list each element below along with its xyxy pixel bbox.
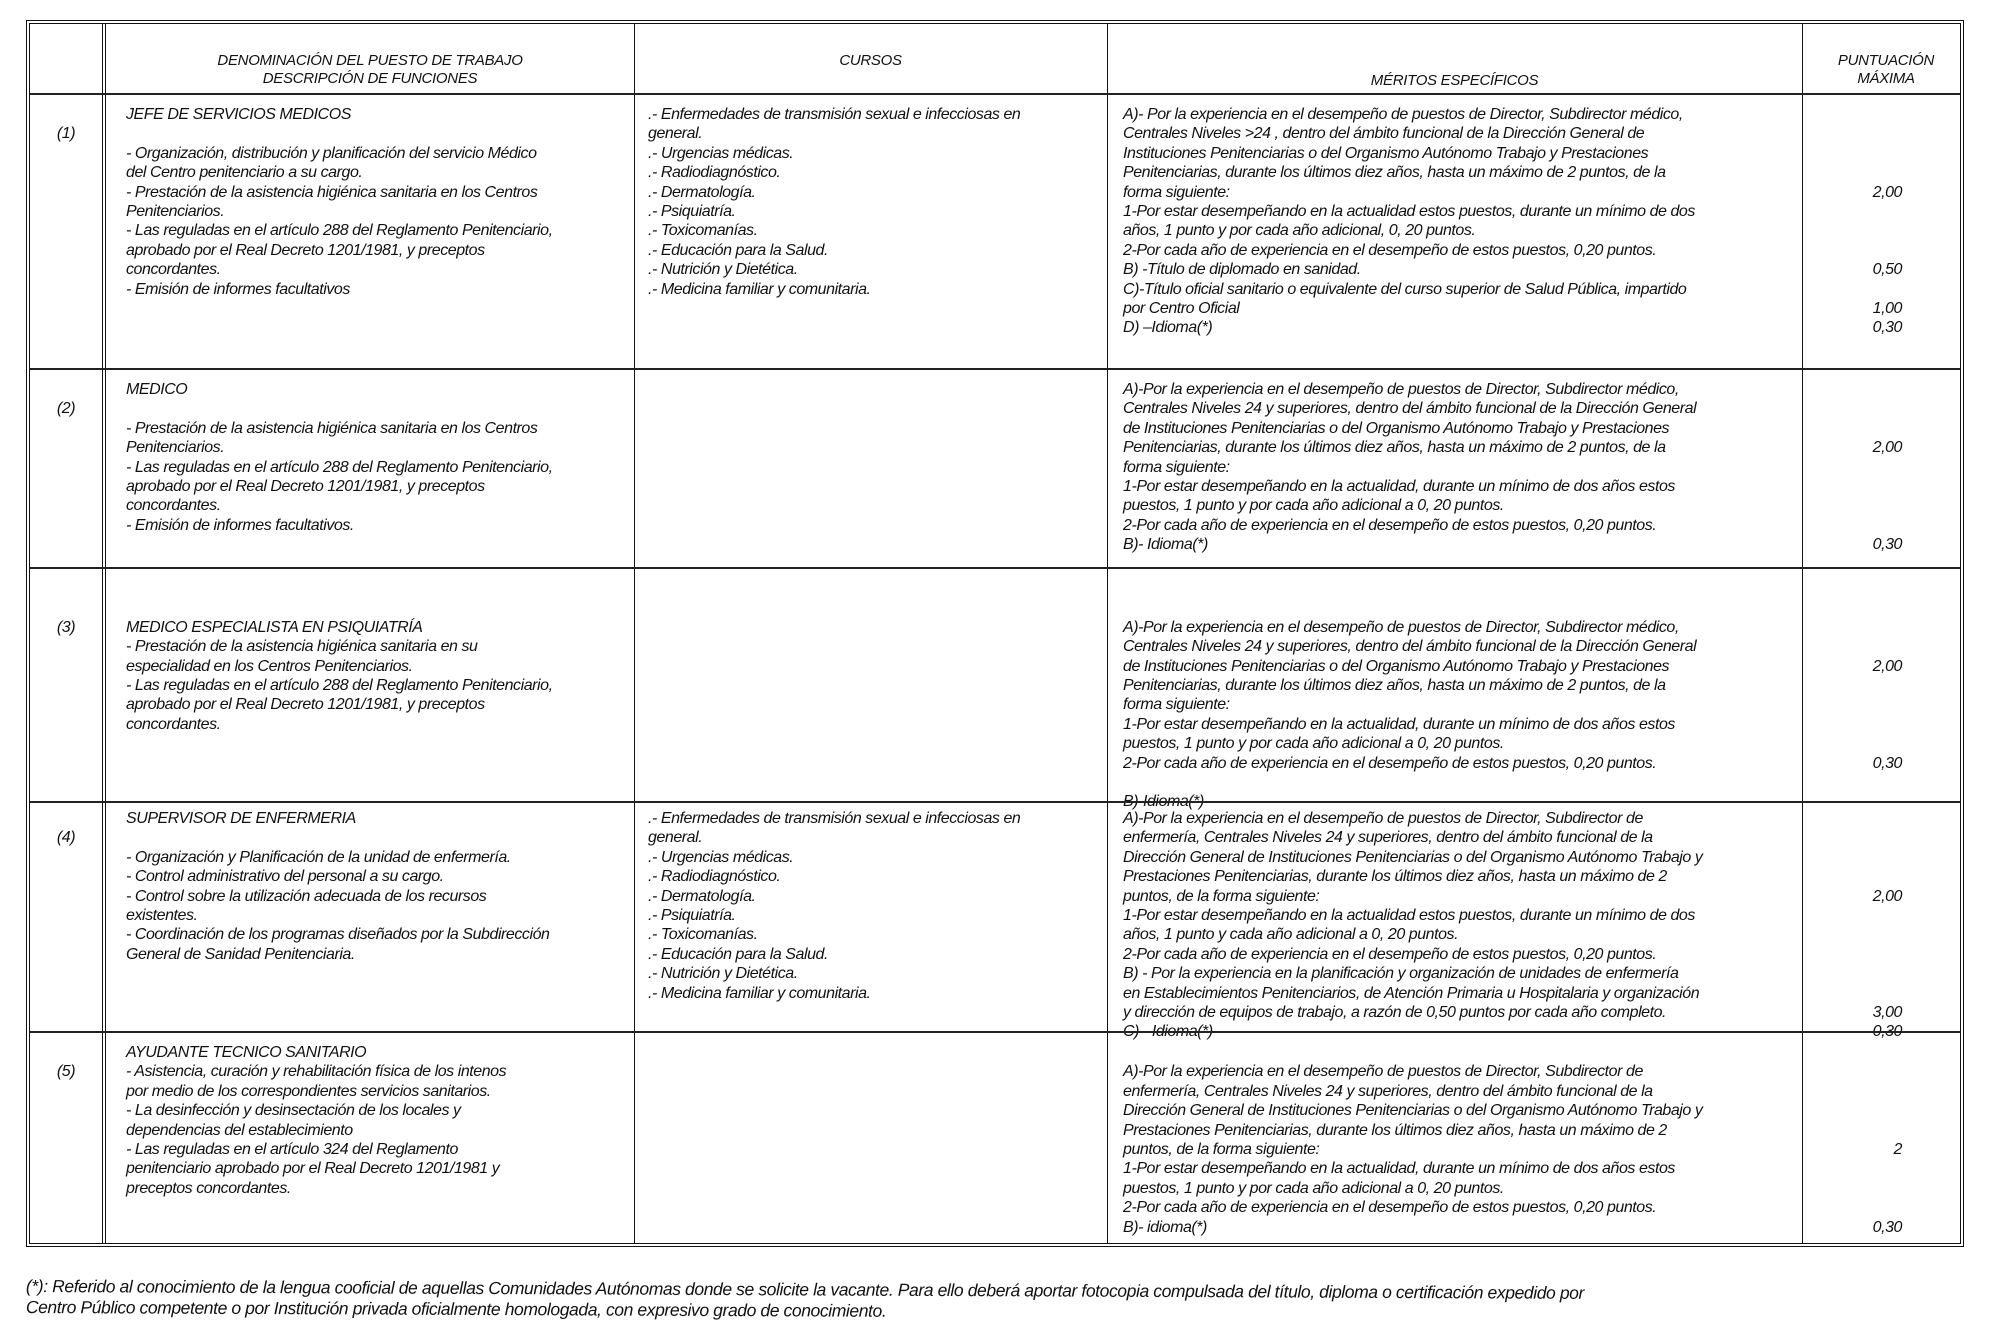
- meritos-line: Penitenciarias, durante los últimos diez años, hasta un máximo de 2 puntos, de la: [1123, 164, 1666, 182]
- meritos-line: Prestaciones Penitenciarias, durante los últimos diez años, hasta un máximo de 2: [1123, 1121, 1667, 1139]
- puesto-line: del Centro penitenciario a su cargo.: [126, 164, 363, 182]
- puesto-line: - Coordinación de los programas diseñados por la Subdirección: [126, 926, 550, 944]
- puesto-line: MEDICO ESPECIALISTA EN PSIQUIATRÍA: [126, 618, 423, 636]
- meritos-table: [26, 20, 1964, 1247]
- puntuacion-line: [1802, 598, 1902, 617]
- num-line: [30, 809, 102, 828]
- cursos-line: .- Radiodiagnóstico.: [648, 868, 781, 886]
- row-4-puesto-cell: [106, 809, 634, 964]
- puesto-line: - Prestación de la asistencia higiénica sanitaria en los Centros: [126, 419, 538, 437]
- row-3-num-cell: [30, 579, 102, 637]
- meritos-line: puestos, 1 punto y por cada año adicional a 0, 20 puntos.: [1123, 1179, 1504, 1197]
- meritos-line: A)-Por la experiencia en el desempeño de puestos de Director, Subdirector de: [1123, 1063, 1643, 1081]
- puntuacion-line: [1802, 925, 1902, 944]
- meritos-line: 1-Por estar desempeñando en la actualidad estos puestos, durante un mínimo de dos: [1123, 202, 1695, 220]
- meritos-line: enfermería, Centrales Niveles 24 y superiores, dentro del ámbito funcional de la: [1123, 829, 1653, 847]
- meritos-line: B)- idioma(*): [1123, 1218, 1207, 1236]
- puesto-line: - Asistencia, curación y rehabilitación física de los intenos: [126, 1063, 507, 1081]
- meritos-line: 2-Por cada año de experiencia en el desempeño de estos puestos, 0,20 puntos.: [1123, 516, 1657, 534]
- puesto-line: [126, 828, 634, 847]
- meritos-line: B) -Título de diplomado en sanidad.: [1123, 261, 1361, 279]
- meritos-line: D) –Idioma(*): [1123, 319, 1213, 337]
- row-divider: [30, 1031, 1960, 1033]
- puntuacion-line: [1802, 695, 1902, 714]
- puesto-line: especialidad en los Centros Penitenciarios.: [126, 657, 413, 675]
- row-1-meritos-cell: [1107, 105, 1802, 338]
- puntuacion-line: [1802, 676, 1902, 695]
- meritos-line: A)-Por la experiencia en el desempeño de puestos de Director, Subdirector médico,: [1123, 618, 1679, 636]
- puntuacion-line: 2,00: [1872, 183, 1902, 201]
- puntuacion-line: [1802, 579, 1902, 598]
- meritos-line: Penitenciarias, durante los últimos diez años, hasta un máximo de 2 puntos, de la: [1123, 676, 1666, 694]
- puesto-line: [126, 579, 634, 598]
- puesto-line: [126, 124, 634, 143]
- row-divider: [30, 93, 1960, 95]
- puesto-line: - Prestación de la asistencia higiénica sanitaria en su: [126, 638, 478, 656]
- puntuacion-line: [1802, 867, 1902, 886]
- puntuacion-line: 3,00: [1872, 1003, 1902, 1021]
- meritos-line: Centrales Niveles 24 y superiores, dentro del ámbito funcional de la Dirección General: [1123, 400, 1697, 418]
- puntuacion-line: 1,00: [1872, 299, 1902, 317]
- puesto-line: - Organización, distribución y planificación del servicio Médico: [126, 144, 537, 162]
- header-puntuacion-line-1: PUNTUACIÓN: [1837, 52, 1935, 69]
- puesto-line: [126, 598, 634, 617]
- puntuacion-line: [1802, 458, 1902, 477]
- meritos-line: en Establecimientos Penitenciarios, de Atención Primaria u Hospitalaria y organización: [1123, 984, 1700, 1002]
- row-2-meritos-cell: [1107, 380, 1802, 555]
- meritos-line: 1-Por estar desempeñando en la actualidad, durante un mínimo de dos años estos: [1123, 477, 1675, 495]
- row-divider: [30, 567, 1960, 569]
- header-puntuacion: [1802, 52, 1970, 88]
- puntuacion-line: [1802, 477, 1902, 496]
- puesto-line: Penitenciarios.: [126, 202, 225, 220]
- cursos-line: .- Psiquiatría.: [648, 202, 736, 220]
- puesto-line: preceptos concordantes.: [126, 1179, 291, 1197]
- puntuacion-line: [1802, 202, 1902, 221]
- puntuacion-line: [1802, 637, 1902, 656]
- cursos-line: .- Nutrición y Dietética.: [648, 261, 798, 279]
- meritos-line: [1123, 579, 1802, 598]
- puntuacion-line: [1802, 945, 1902, 964]
- puntuacion-line: 2: [1893, 1140, 1902, 1158]
- puntuacion-line: [1802, 1159, 1902, 1178]
- puntuacion-line: [1802, 105, 1902, 124]
- puesto-line: Penitenciarios.: [126, 439, 225, 457]
- puntuacion-line: [1802, 964, 1902, 983]
- puesto-line: concordantes.: [126, 715, 221, 733]
- cursos-line: .- Dermatología.: [648, 183, 756, 201]
- footnote-line-2: Centro Público competente o por Institución privada oficialmente homologada, con expresivo grado de conocimiento.: [25, 1296, 887, 1321]
- row-1-puntuacion-cell: [1802, 105, 1968, 338]
- puntuacion-line: 0,30: [1872, 754, 1902, 772]
- header-meritos: MÉRITOS ESPECÍFICOS: [1370, 72, 1539, 89]
- puntuacion-line: [1802, 984, 1902, 1003]
- num-line: (1): [56, 125, 76, 143]
- row-divider: [30, 368, 1960, 370]
- meritos-line: Centrales Niveles 24 y superiores, dentro del ámbito funcional de la Dirección General: [1123, 638, 1697, 656]
- row-4-meritos-cell: [1107, 809, 1802, 1042]
- puntuacion-line: [1802, 399, 1902, 418]
- puntuacion-line: [1802, 124, 1902, 143]
- meritos-line: [1123, 773, 1802, 792]
- num-line: (5): [56, 1063, 76, 1081]
- num-line: [30, 380, 102, 399]
- puesto-line: - Prestación de la asistencia higiénica sanitaria en los Centros: [126, 183, 538, 201]
- meritos-line: Penitenciarias, durante los últimos diez años, hasta un máximo de 2 puntos, de la: [1123, 439, 1666, 457]
- meritos-line: de Instituciones Penitenciarias o del Organismo Autónomo Trabajo y Prestaciones: [1123, 657, 1670, 675]
- puntuacion-line: [1802, 734, 1902, 753]
- meritos-line: 1-Por estar desempeñando en la actualidad estos puestos, durante un mínimo de dos: [1123, 906, 1695, 924]
- row-1-cursos-cell: [634, 105, 1107, 299]
- meritos-line: A)-Por la experiencia en el desempeño de puestos de Director, Subdirector médico,: [1123, 381, 1679, 398]
- meritos-line: 2-Por cada año de experiencia en el desempeño de estos puestos, 0,20 puntos.: [1123, 1199, 1657, 1217]
- meritos-line: Instituciones Penitenciarias o del Organismo Autónomo Trabajo y Prestaciones: [1123, 144, 1649, 162]
- puntuacion-line: [1802, 1179, 1902, 1198]
- cursos-line: .- Medicina familiar y comunitaria.: [648, 280, 871, 298]
- row-4-puntuacion-cell: [1802, 809, 1968, 1042]
- meritos-line: forma siguiente:: [1123, 183, 1230, 201]
- cursos-line: .- Psiquiatría.: [648, 906, 736, 924]
- puesto-line: [126, 399, 634, 418]
- num-line: [30, 579, 102, 598]
- puntuacion-line: 0,30: [1872, 536, 1902, 554]
- num-line: (2): [56, 400, 76, 418]
- num-line: [30, 598, 102, 617]
- num-line: [30, 105, 102, 124]
- puntuacion-line: [1802, 1101, 1902, 1120]
- meritos-line: forma siguiente:: [1123, 696, 1230, 714]
- puesto-line: concordantes.: [126, 497, 221, 515]
- puntuacion-line: 0,50: [1872, 261, 1902, 279]
- cursos-line: .- Nutrición y Dietética.: [648, 965, 798, 983]
- cursos-line: .- Educación para la Salud.: [648, 945, 828, 963]
- header-puesto-line-2: DESCRIPCIÓN DE FUNCIONES: [262, 70, 478, 87]
- cursos-line: .- Toxicomanías.: [648, 926, 758, 944]
- puntuacion-line: 0,30: [1872, 319, 1902, 337]
- header-puesto: [106, 52, 634, 88]
- header-puntuacion-line-2: MÁXIMA: [1857, 70, 1915, 87]
- puntuacion-line: [1802, 848, 1902, 867]
- meritos-line: C) - Idioma(*): [1123, 1023, 1213, 1041]
- cursos-line: general.: [648, 125, 703, 143]
- header-puesto-line-1: DENOMINACIÓN DEL PUESTO DE TRABAJO: [217, 52, 523, 69]
- puntuacion-line: [1802, 618, 1902, 637]
- row-3-puesto-cell: [106, 579, 634, 734]
- puesto-line: aprobado por el Real Decreto 1201/1981, y preceptos: [126, 696, 485, 714]
- cursos-line: .- Dermatología.: [648, 887, 756, 905]
- puesto-line: aprobado por el Real Decreto 1201/1981, y preceptos: [126, 477, 485, 495]
- puesto-line: AYUDANTE TECNICO SANITARIO: [126, 1044, 367, 1061]
- puntuacion-line: [1802, 1043, 1902, 1062]
- puntuacion-line: [1802, 241, 1902, 260]
- puntuacion-line: 2,00: [1872, 657, 1902, 675]
- row-5-num-cell: [30, 1043, 102, 1082]
- puntuacion-line: [1802, 280, 1902, 299]
- row-2-puesto-cell: [106, 380, 634, 535]
- puntuacion-line: [1802, 516, 1902, 535]
- puesto-line: JEFE DE SERVICIOS MEDICOS: [126, 106, 351, 123]
- puntuacion-line: [1802, 380, 1902, 399]
- meritos-line: Dirección General de Instituciones Penitenciarias o del Organismo Autónomo Trabajo y: [1123, 1102, 1703, 1120]
- puesto-line: aprobado por el Real Decreto 1201/1981, y preceptos: [126, 241, 485, 259]
- cursos-line: .- Urgencias médicas.: [648, 144, 794, 162]
- footnote: [26, 1276, 1584, 1325]
- cursos-line: .- Educación para la Salud.: [648, 241, 828, 259]
- meritos-line: A)-Por la experiencia en el desempeño de puestos de Director, Subdirector de: [1123, 810, 1643, 827]
- puesto-line: SUPERVISOR DE ENFERMERIA: [126, 810, 356, 827]
- meritos-line: forma siguiente:: [1123, 458, 1230, 476]
- meritos-line: y dirección de equipos de trabajo, a razón de 0,50 puntos por cada año completo.: [1123, 1003, 1667, 1021]
- puntuacion-line: [1802, 163, 1902, 182]
- meritos-line: C)-Título oficial sanitario o equivalente del curso superior de Salud Pública, impartido: [1123, 280, 1687, 298]
- puntuacion-line: [1802, 1121, 1902, 1140]
- meritos-line: años, 1 punto y por cada año adicional, 0, 20 puntos.: [1123, 222, 1476, 240]
- puesto-line: - Organización y Planificación de la unidad de enfermería.: [126, 848, 511, 866]
- puesto-line: dependencias del establecimiento: [126, 1121, 353, 1139]
- puesto-line: - Emisión de informes facultativos: [126, 280, 350, 298]
- meritos-line: por Centro Oficial: [1123, 299, 1240, 317]
- row-divider: [30, 801, 1960, 803]
- row-5-puesto-cell: [106, 1043, 634, 1198]
- row-3-meritos-cell: [1107, 579, 1802, 812]
- puntuacion-line: [1802, 496, 1902, 515]
- puesto-line: - La desinfección y desinsectación de los locales y: [126, 1102, 461, 1120]
- meritos-line: años, 1 punto y cada año adicional a 0, 20 puntos.: [1123, 926, 1459, 944]
- meritos-line: de Instituciones Penitenciarias o del Organismo Autónomo Trabajo y Prestaciones: [1123, 419, 1670, 437]
- puntuacion-line: 0,30: [1872, 1023, 1902, 1041]
- meritos-line: A)- Por la experiencia en el desempeño de puestos de Director, Subdirector médico,: [1123, 106, 1683, 123]
- row-5-meritos-cell: [1107, 1043, 1802, 1237]
- meritos-line: Prestaciones Penitenciarias, durante los últimos diez años, hasta un máximo de 2: [1123, 868, 1667, 886]
- meritos-line: [1123, 1043, 1802, 1062]
- meritos-line: 2-Por cada año de experiencia en el desempeño de estos puestos, 0,20 puntos.: [1123, 241, 1657, 259]
- meritos-line: [1123, 598, 1802, 617]
- num-line: (3): [56, 618, 76, 636]
- row-5-puntuacion-cell: [1802, 1043, 1968, 1237]
- puntuacion-line: [1802, 221, 1902, 240]
- puesto-line: MEDICO: [126, 381, 188, 398]
- puesto-line: - Control administrativo del personal a su cargo.: [126, 868, 444, 886]
- header-cursos: CURSOS: [839, 52, 902, 69]
- meritos-line: puntos, de la forma siguiente:: [1123, 1140, 1320, 1158]
- row-3-puntuacion-cell: [1802, 579, 1968, 773]
- meritos-line: 1-Por estar desempeñando en la actualidad, durante un mínimo de dos años estos: [1123, 715, 1675, 733]
- puesto-line: - Emisión de informes facultativos.: [126, 516, 354, 534]
- cursos-line: .- Enfermedades de transmisión sexual e infecciosas en: [648, 810, 1021, 827]
- meritos-line: B)- Idioma(*): [1123, 536, 1208, 554]
- meritos-line: Dirección General de Instituciones Penitenciarias o del Organismo Autónomo Trabajo y: [1123, 848, 1703, 866]
- meritos-line: Centrales Niveles >24 , dentro del ámbito funcional de la Dirección General de: [1123, 125, 1645, 143]
- meritos-line: puestos, 1 punto y por cada año adicional a 0, 20 puntos.: [1123, 735, 1504, 753]
- puntuacion-line: [1802, 144, 1902, 163]
- footnote-line-1: (*): Referido al conocimiento de la lengua cooficial de aquellas Comunidades Autónomas donde se solicite la vacante. Para ello deberá aportar fotocopia compulsada del título, diploma o certificación expedido por: [25, 1276, 1585, 1303]
- cursos-line: .- Enfermedades de transmisión sexual e infecciosas en: [648, 106, 1021, 123]
- puntuacion-line: 0,30: [1872, 1218, 1902, 1236]
- row-2-puntuacion-cell: [1802, 380, 1968, 555]
- puesto-line: - Las reguladas en el artículo 288 del Reglamento Penitenciario,: [126, 458, 553, 476]
- cursos-line: general.: [648, 829, 703, 847]
- row-1-puesto-cell: [106, 105, 634, 299]
- meritos-line: 2-Por cada año de experiencia en el desempeño de estos puestos, 0,20 puntos.: [1123, 754, 1657, 772]
- puesto-line: existentes.: [126, 906, 198, 924]
- row-4-cursos-cell: [634, 809, 1107, 1003]
- puesto-line: por medio de los correspondientes servicios sanitarios.: [126, 1082, 491, 1100]
- row-4-num-cell: [30, 809, 102, 848]
- puntuacion-line: [1802, 715, 1902, 734]
- puntuacion-line: [1802, 828, 1902, 847]
- cursos-line: .- Toxicomanías.: [648, 222, 758, 240]
- num-line: (4): [56, 829, 76, 847]
- cursos-line: .- Medicina familiar y comunitaria.: [648, 984, 871, 1002]
- puesto-line: concordantes.: [126, 261, 221, 279]
- meritos-line: 2-Por cada año de experiencia en el desempeño de estos puestos, 0,20 puntos.: [1123, 945, 1657, 963]
- puntuacion-line: [1802, 809, 1902, 828]
- meritos-line: B) - Por la experiencia en la planificación y organización de unidades de enfermería: [1123, 965, 1679, 983]
- cursos-line: .- Urgencias médicas.: [648, 848, 794, 866]
- puesto-line: - Las reguladas en el artículo 324 del Reglamento: [126, 1140, 458, 1158]
- puesto-line: - Las reguladas en el artículo 288 del Reglamento Penitenciario,: [126, 222, 553, 240]
- num-line: [30, 1043, 102, 1062]
- puntuacion-line: [1802, 1082, 1902, 1101]
- puntuacion-line: [1802, 906, 1902, 925]
- puesto-line: - Las reguladas en el artículo 288 del Reglamento Penitenciario,: [126, 676, 553, 694]
- puntuacion-line: [1802, 1062, 1902, 1081]
- puntuacion-line: 2,00: [1872, 439, 1902, 457]
- cursos-line: .- Radiodiagnóstico.: [648, 164, 781, 182]
- row-1-num-cell: [30, 105, 102, 144]
- puesto-line: penitenciario aprobado por el Real Decreto 1201/1981 y: [126, 1160, 500, 1178]
- puesto-line: - Control sobre la utilización adecuada de los recursos: [126, 887, 487, 905]
- meritos-line: puestos, 1 punto y por cada año adicional a 0, 20 puntos.: [1123, 497, 1504, 515]
- meritos-line: B)-Idioma(*): [1123, 793, 1204, 811]
- puntuacion-line: [1802, 1198, 1902, 1217]
- puesto-line: General de Sanidad Penitenciaria.: [126, 945, 355, 963]
- puntuacion-line: 2,00: [1872, 887, 1902, 905]
- meritos-line: puntos, de la forma siguiente:: [1123, 887, 1320, 905]
- row-2-num-cell: [30, 380, 102, 419]
- puntuacion-line: [1802, 419, 1902, 438]
- meritos-line: 1-Por estar desempeñando en la actualidad, durante un mínimo de dos años estos: [1123, 1160, 1675, 1178]
- meritos-line: enfermería, Centrales Niveles 24 y superiores, dentro del ámbito funcional de la: [1123, 1082, 1653, 1100]
